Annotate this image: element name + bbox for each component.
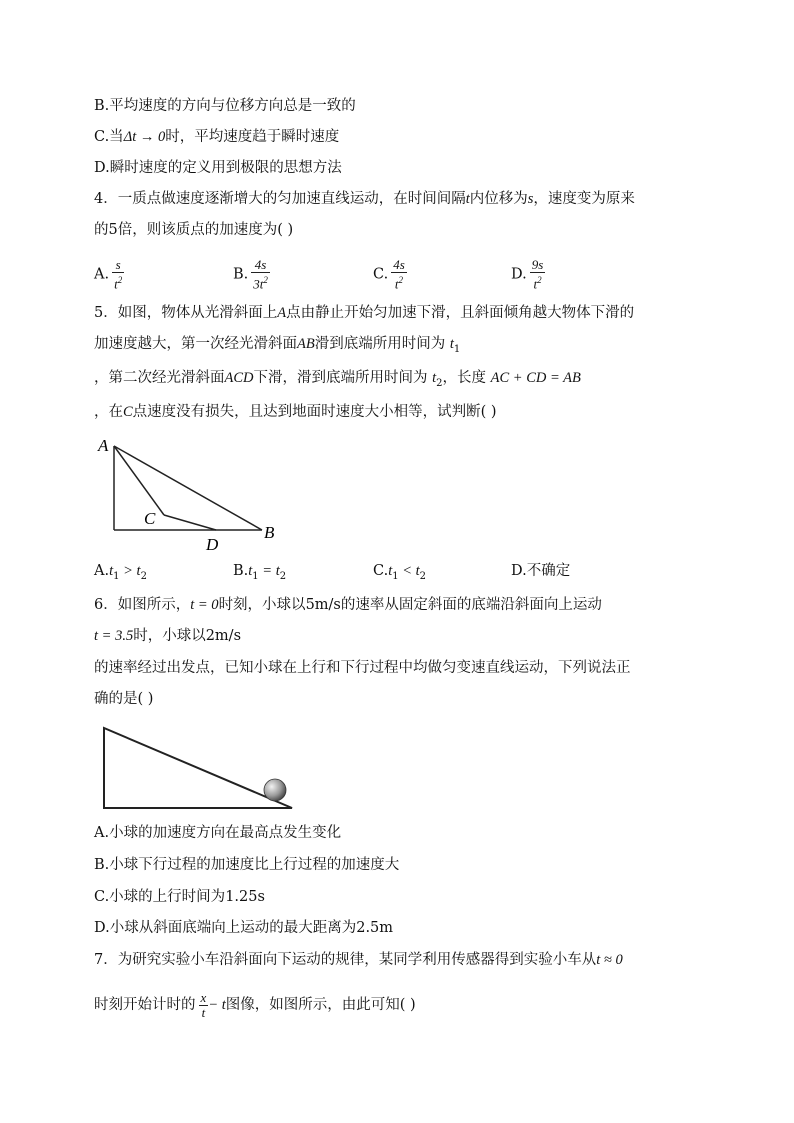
q5-option-d: D.不确定 xyxy=(511,563,571,579)
q7-frac-den: t xyxy=(201,1004,206,1020)
q6-l2-v: 2m/s xyxy=(205,628,242,644)
q7-l1-math: t ≈ 0 xyxy=(596,952,623,968)
q5-stem-line1 xyxy=(94,303,634,323)
q5-option-a xyxy=(94,561,147,587)
q6-option-d xyxy=(94,918,393,938)
q4-c-num: 4s xyxy=(393,257,405,272)
q7-l2-math: − t xyxy=(208,997,226,1013)
q4-text-c: ，速度变为原来 xyxy=(533,191,635,207)
q4-option-a xyxy=(94,258,124,291)
q6-l1-math: t = 0 xyxy=(190,597,219,613)
q6-option-b: B.小球下行过程的加速度比上行过程的加速度大 xyxy=(94,857,400,873)
q5-b-sub2: 2 xyxy=(279,570,287,582)
q7-l1-a: 7．为研究实验小车沿斜面向下运动的规律，某同学利用传感器得到实验小车从 xyxy=(94,952,597,968)
q4-option-d xyxy=(511,258,545,291)
q5-b-sub1: 1 xyxy=(252,570,259,582)
q4-a-den-sup: 2 xyxy=(117,275,123,285)
q5-point-c: C xyxy=(123,404,133,420)
q4-d-den: t xyxy=(533,276,538,292)
fig5-label-a: A xyxy=(98,436,109,455)
q6-stem-line3: 的速率经过出发点，已知小球在上行和下行过程中均做匀变速直线运动，下列说法正 xyxy=(94,660,631,676)
q4-stem-line2: 的5倍，则该质点的加速度为( ) xyxy=(94,222,294,238)
q4-b-label: B. xyxy=(233,266,249,283)
q7-fraction xyxy=(199,991,209,1020)
fig5-slope-ab xyxy=(114,446,262,530)
q6-c-pre: C.小球的上行时间为 xyxy=(94,889,226,905)
fig5-label-b: B xyxy=(264,523,275,542)
q5-stem-line2 xyxy=(94,334,460,360)
q6-l1-b: 时刻，小球以 xyxy=(218,597,306,613)
q4-a-num: s xyxy=(112,258,124,273)
q6-l1-c: 的速率从固定斜面的底端沿斜面向上运动 xyxy=(340,597,602,613)
q5-stem-line3 xyxy=(94,368,581,394)
fig5-label-c: C xyxy=(144,509,156,528)
q3-c-post: 时，平均速度趋于瞬时速度 xyxy=(165,129,340,145)
q5-a-t2: t xyxy=(136,563,141,579)
q5-l3-a: ，第二次经光滑斜面 xyxy=(94,370,225,386)
q4-option-b xyxy=(233,258,270,291)
q6-l2-b: 时，小球以 xyxy=(133,628,206,644)
q6-l1-a: 6．如图所示， xyxy=(94,597,191,613)
q4-b-den: 3t xyxy=(253,276,264,292)
q4-c-label: C. xyxy=(373,266,389,283)
fig5-slope-cd xyxy=(164,515,216,530)
q7-stem-line2 xyxy=(94,990,416,1020)
q3-option-c xyxy=(94,127,339,147)
q4-a-label: A. xyxy=(94,266,110,283)
q7-stem-line1 xyxy=(94,950,623,970)
q5-c-op: < xyxy=(398,563,416,579)
q6-l2-math: t = 3.5 xyxy=(94,628,134,644)
q5-l1-a: 5．如图，物体从光滑斜面上 xyxy=(94,305,278,321)
q5-b-label: B. xyxy=(233,563,249,579)
q6-c-val: 1.25s xyxy=(225,889,265,905)
q7-l2-a: 时刻开始计时的 xyxy=(94,997,196,1013)
q5-option-b xyxy=(233,561,286,587)
q6-option-a: A.小球的加速度方向在最高点发生变化 xyxy=(94,825,342,841)
q6-option-c xyxy=(94,887,265,907)
q5-a-op: > xyxy=(119,563,137,579)
q3-option-b: B.平均速度的方向与位移方向总是一致的 xyxy=(94,98,356,114)
q4-var-t: t xyxy=(465,191,470,207)
q5-c-sub1: 1 xyxy=(392,570,399,582)
q4-d-den-sup: 2 xyxy=(537,275,542,285)
q3-c-math: Δt → 0 xyxy=(123,129,166,145)
q4-d-label: D. xyxy=(511,266,527,283)
q6-figure xyxy=(94,722,304,814)
q5-l3-math: AC + CD = AB xyxy=(490,370,581,386)
q6-stem-line2 xyxy=(94,626,241,646)
fig6-ball xyxy=(264,779,286,801)
q5-b-t1: t xyxy=(248,563,253,579)
q5-figure xyxy=(94,432,284,556)
fig5-slope-ac xyxy=(114,446,164,515)
q5-c-t2: t xyxy=(415,563,420,579)
q4-var-s: s xyxy=(527,191,534,207)
q4-c-den-sup: 2 xyxy=(398,275,404,285)
q5-ab: AB xyxy=(297,336,315,352)
q4-b-fraction xyxy=(251,258,270,291)
q5-l2-b: 滑到底端所用时间为 xyxy=(314,336,446,352)
q4-d-num: 9s xyxy=(531,257,544,272)
q5-a-sub1: 1 xyxy=(113,570,120,582)
q6-stem-line4: 确的是( ) xyxy=(94,691,154,707)
q6-stem-line1 xyxy=(94,595,602,615)
q5-point-a: A xyxy=(277,305,287,321)
q4-a-fraction xyxy=(112,258,124,291)
q7-frac-num: x xyxy=(200,989,207,1005)
q3-option-d: D.瞬时速度的定义用到极限的思想方法 xyxy=(94,160,342,176)
q5-acd: ACD xyxy=(224,370,254,386)
q5-l3-b: 下滑，滑到底端所用时间为 xyxy=(253,370,428,386)
q4-text-b: 内位移为 xyxy=(469,191,528,207)
fig6-incline xyxy=(104,728,292,808)
q4-d-fraction xyxy=(530,258,546,291)
q4-stem-line1 xyxy=(94,189,635,209)
q4-c-den: t xyxy=(394,276,399,292)
q5-t1: t xyxy=(449,336,454,352)
q5-c-label: C. xyxy=(373,563,389,579)
q4-b-num: 4s xyxy=(251,258,270,273)
q5-l2-a: 加速度越大，第一次经光滑斜面 xyxy=(94,336,297,352)
q4-option-c xyxy=(373,258,407,291)
q5-l4-b: 点速度没有损失，且达到地面时速度大小相等，试判断( ) xyxy=(132,404,497,420)
q5-a-label: A. xyxy=(94,563,110,579)
q4-c-fraction xyxy=(391,258,407,291)
q3-c-pre: C.当 xyxy=(94,129,124,145)
q4-text-a: 4．一质点做速度逐渐增大的匀加速直线运动，在时间间隔 xyxy=(94,191,466,207)
q6-l1-v: 5m/s xyxy=(305,597,341,613)
q5-l3-c: ，长度 xyxy=(442,370,487,386)
q6-d-val: 2.5m xyxy=(356,920,394,936)
q5-b-op: = xyxy=(258,563,276,579)
q5-l1-b: 点由静止开始匀加速下滑，且斜面倾角越大物体下滑的 xyxy=(286,305,635,321)
q5-t2: t xyxy=(432,370,437,386)
q4-b-den-sup: 2 xyxy=(263,275,268,285)
q6-d-pre: D.小球从斜面底端向上运动的最大距离为 xyxy=(94,920,357,936)
q5-stem-line4 xyxy=(94,402,497,422)
q5-c-t1: t xyxy=(388,563,393,579)
q5-l4-a: ，在 xyxy=(94,404,123,420)
q5-c-sub2: 2 xyxy=(419,570,427,582)
q5-b-t2: t xyxy=(275,563,280,579)
q7-l2-b: 图像，如图所示，由此可知( ) xyxy=(225,997,416,1013)
q5-a-t1: t xyxy=(109,563,114,579)
q5-t1-sub: 1 xyxy=(453,343,461,355)
fig5-label-d: D xyxy=(206,535,219,554)
q5-option-c xyxy=(373,561,426,587)
q4-a-den: t xyxy=(114,276,118,292)
q5-t2-sub: 2 xyxy=(436,377,443,389)
q5-a-sub2: 2 xyxy=(140,570,147,582)
